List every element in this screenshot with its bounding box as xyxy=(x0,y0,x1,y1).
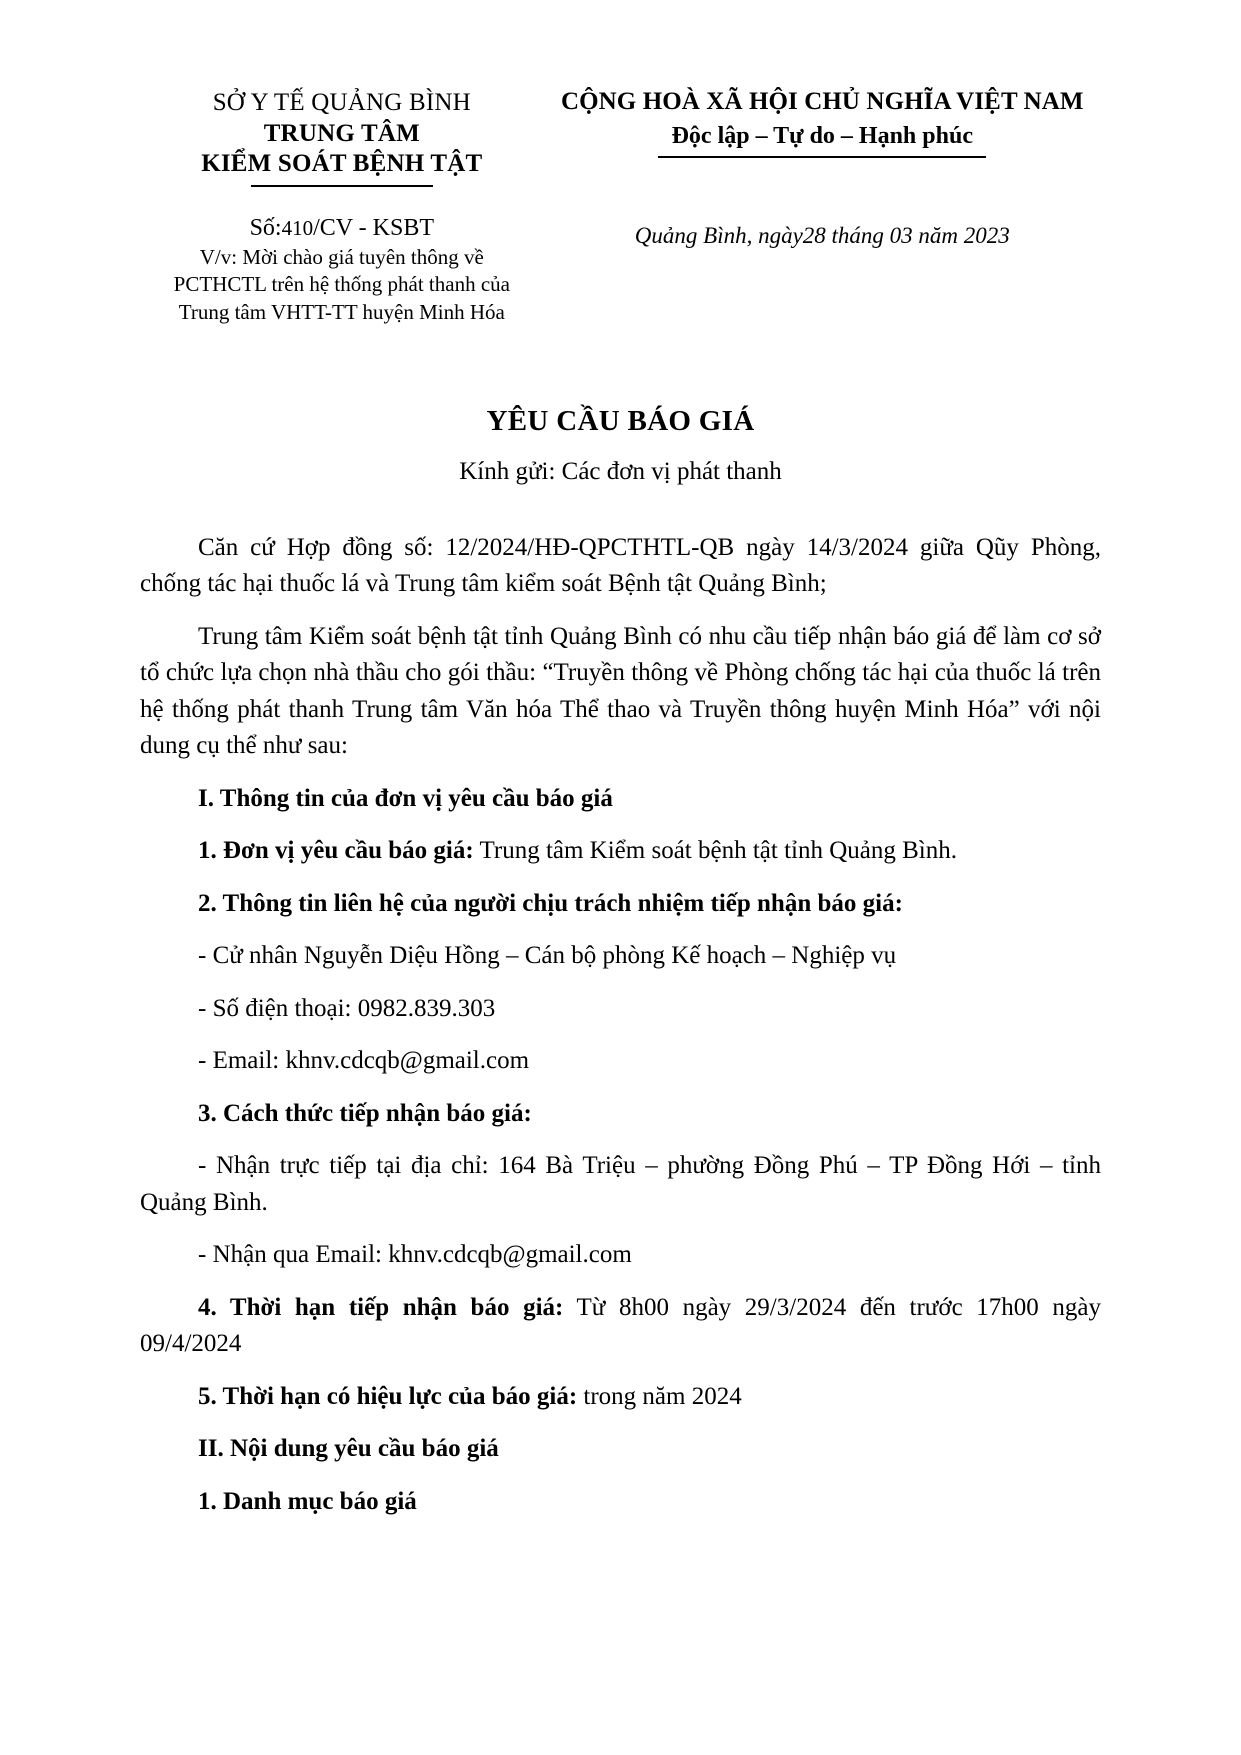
item-validity-value: trong năm 2024 xyxy=(577,1382,742,1410)
document-number-value: 410 xyxy=(281,215,314,240)
place-date: Quảng Bình, ngày28 tháng 03 năm 2023 xyxy=(634,222,1010,248)
department-name: SỞ Y TẾ QUẢNG BÌNH xyxy=(212,89,471,116)
national-divider xyxy=(658,156,986,158)
national-heading-block xyxy=(544,72,1101,158)
submission-address: - Nhận trực tiếp tại địa chỉ: 164 Bà Triệu – phường Đồng Phú – TP Đồng Hới – tỉnh Quảng Bình. xyxy=(140,1152,1101,1216)
item-requesting-unit-label: 1. Đơn vị yêu cầu báo giá: xyxy=(198,837,474,865)
center-name-line2: KIỂM SOÁT BỆNH TẬT xyxy=(201,150,483,177)
organization-divider xyxy=(251,185,433,187)
document-number-prefix: Số: xyxy=(249,214,282,241)
document-number-block xyxy=(140,213,544,327)
submission-email: - Nhận qua Email: khnv.cdcqb@gmail.com xyxy=(198,1241,632,1269)
item-contact-info-label: 2. Thông tin liên hệ của người chịu trách nhiệm tiếp nhận báo giá: xyxy=(198,889,903,917)
item-quotation-list-label: 1. Danh mục báo giá xyxy=(198,1487,417,1515)
document-reference-row xyxy=(140,213,1101,327)
subject-line-1: V/v: Mời chào giá tuyên thông về xyxy=(199,244,484,269)
item-deadline-label: 4. Thời hạn tiếp nhận báo giá: xyxy=(198,1293,564,1321)
section-heading-i: I. Thông tin của đơn vị yêu cầu báo giá xyxy=(198,784,613,812)
national-title: CỘNG HOÀ XÃ HỘI CHỦ NGHĨA VIỆT NAM xyxy=(560,88,1084,115)
item-submission-method-label: 3. Cách thức tiếp nhận báo giá: xyxy=(198,1099,532,1127)
document-number-line xyxy=(140,213,544,244)
item-validity-label: 5. Thời hạn có hiệu lực của báo giá: xyxy=(198,1382,578,1410)
place-and-date-block xyxy=(544,213,1101,251)
document-header xyxy=(140,72,1101,187)
subject-line-3: Trung tâm VHTT-TT huyện Minh Hóa xyxy=(178,300,505,325)
center-name-line1: TRUNG TÂM xyxy=(263,119,420,147)
paragraph-purpose: Trung tâm Kiểm soát bệnh tật tỉnh Quảng Bình có nhu cầu tiếp nhận báo giá để làm cơ sở tổ chức lựa chọn nhà thầu cho gói thầu: “Truyền thông về Phòng chống tác hại của thuốc lá trên hệ thống phát thanh Trung tâm Văn hóa Thể thao và Truyền thông huyện Minh Hóa” với nội dung cụ thể như sau: xyxy=(140,622,1101,760)
item-requesting-unit xyxy=(140,833,1101,870)
paragraph-legal-basis: Căn cứ Hợp đồng số: 12/2024/HĐ-QPCTHTL-QB ngày 14/3/2024 giữa Qũy Phòng, chống tác hại thuốc lá và Trung tâm kiểm soát Bệnh tật Quảng Bình; xyxy=(140,533,1101,598)
recipient-line: Kính gửi: Các đơn vị phát thanh xyxy=(459,457,782,485)
item-deadline-value: Từ 8h00 ngày 29/3/2024 đến trước 17h00 ngày 09/4/2024 xyxy=(140,1293,1102,1358)
page-title: YÊU CẦU BÁO GIÁ xyxy=(486,404,755,437)
contact-person: - Cử nhân Nguyễn Diệu Hồng – Cán bộ phòng Kế hoạch – Nghiệp vụ xyxy=(198,942,897,970)
national-motto: Độc lập – Tự do – Hạnh phúc xyxy=(671,123,973,150)
item-deadline xyxy=(140,1290,1101,1363)
contact-email: - Email: khnv.cdcqb@gmail.com xyxy=(198,1047,530,1075)
issuing-organization-block xyxy=(140,72,544,187)
section-heading-ii: II. Nội dung yêu cầu báo giá xyxy=(198,1435,499,1463)
item-requesting-unit-value: Trung tâm Kiểm soát bệnh tật tỉnh Quảng Bình. xyxy=(473,837,957,865)
document-number-suffix: /CV - KSBT xyxy=(313,214,435,241)
document-body xyxy=(140,530,1101,1521)
subject-line-2: PCTHCTL trên hệ thống phát thanh của xyxy=(173,272,510,297)
item-validity xyxy=(140,1379,1101,1416)
contact-phone: - Số điện thoại: 0982.839.303 xyxy=(198,994,496,1022)
